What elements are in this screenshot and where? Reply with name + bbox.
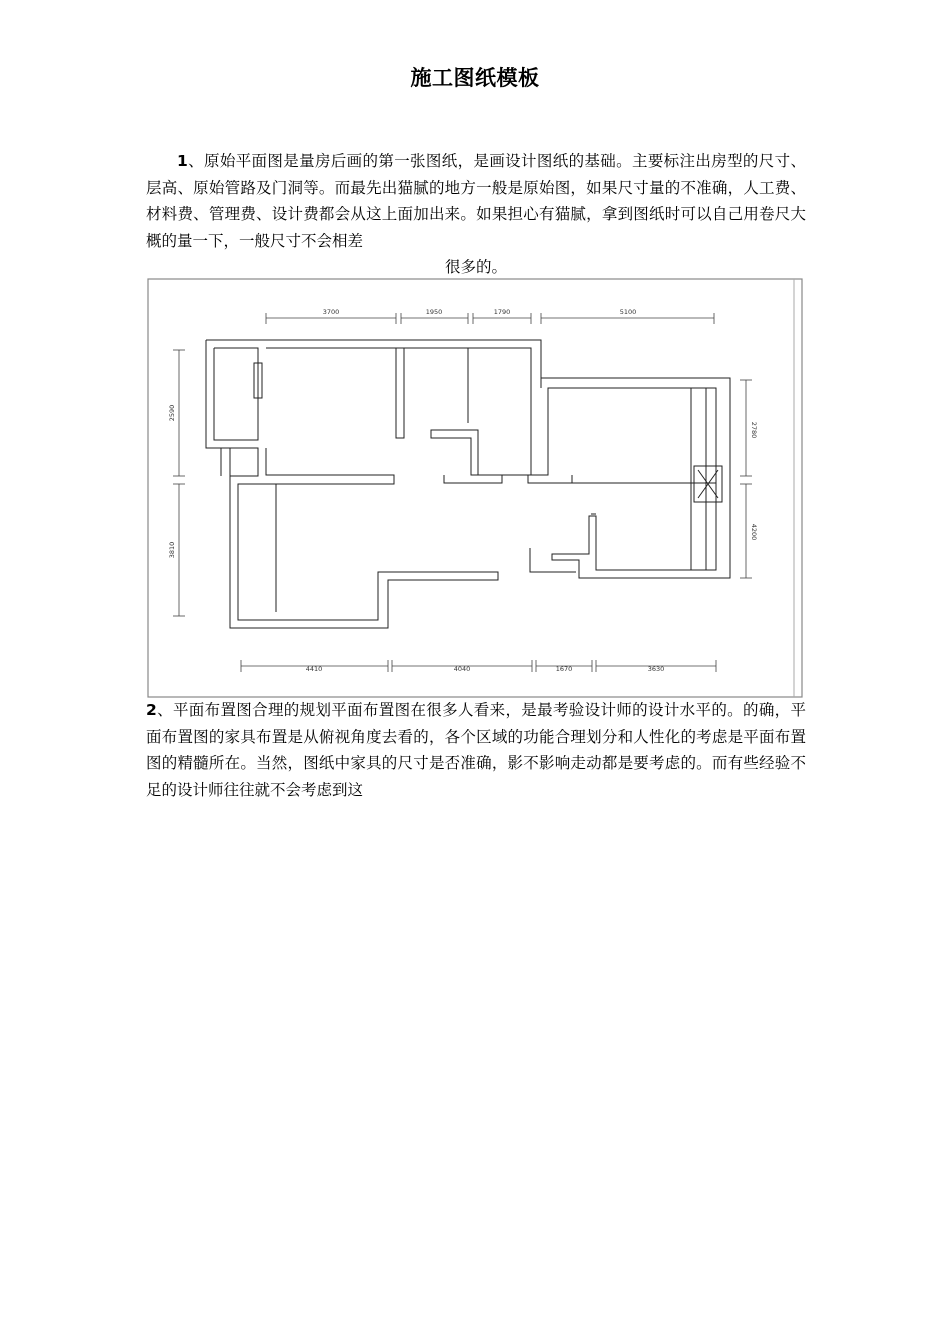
section-1-text: 、原始平面图是量房后画的第一张图纸，是画设计图纸的基础。主要标注出房型的尺寸、层高、原始管路及门洞等。而最先出猫腻的地方一般是原始图，如果尺寸量的不准确，人工费、材料费、管理费、设计费都会从这上面加出来。如果担心有猫腻，拿到图纸时可以自己用卷尺大概的量一下，一般尺寸不会相差: [146, 152, 806, 250]
section-2-number: 2: [146, 701, 157, 719]
right-dimension-lines: [740, 380, 752, 578]
dim-right-2: 4200: [750, 523, 758, 541]
section-2-paragraph: [146, 697, 806, 803]
page-title: 施工图纸模板: [410, 66, 540, 90]
image-frame: [148, 279, 802, 697]
dim-right-1: 2780: [750, 421, 758, 439]
dim-top-2: 1950: [425, 308, 443, 316]
dim-left-2: 3810: [168, 541, 176, 559]
section-1-number: 1: [177, 152, 188, 170]
dim-left-1: 2590: [168, 404, 176, 422]
dim-bottom-3: 1670: [555, 665, 573, 673]
dim-bottom-1: 4410: [305, 665, 323, 673]
dim-top-1: 3700: [322, 308, 340, 316]
dim-top-3: 1790: [493, 308, 511, 316]
section-1-paragraph: [146, 148, 806, 281]
section-1-last-line: 很多的。: [444, 258, 507, 276]
floor-plan-walls: [206, 340, 730, 628]
floor-plan-drawing: [146, 278, 806, 698]
left-dimension-lines: [173, 350, 185, 616]
dim-bottom-4: 3630: [647, 665, 665, 673]
dim-bottom-2: 4040: [453, 665, 471, 673]
section-2-text: 、平面布置图合理的规划平面布置图在很多人看来，是最考验设计师的设计水平的。的确，平面布置图的家具布置是从俯视角度去看的，各个区域的功能合理划分和人性化的考虑是平面布置图的精髓所在。当然，图纸中家具的尺寸是否准确，影不影响走动都是要考虑的。而有些经验不足的设计师往往就不会考虑到这: [146, 701, 806, 799]
floor-plan-image: [146, 278, 806, 698]
dim-top-4: 5100: [619, 308, 637, 316]
